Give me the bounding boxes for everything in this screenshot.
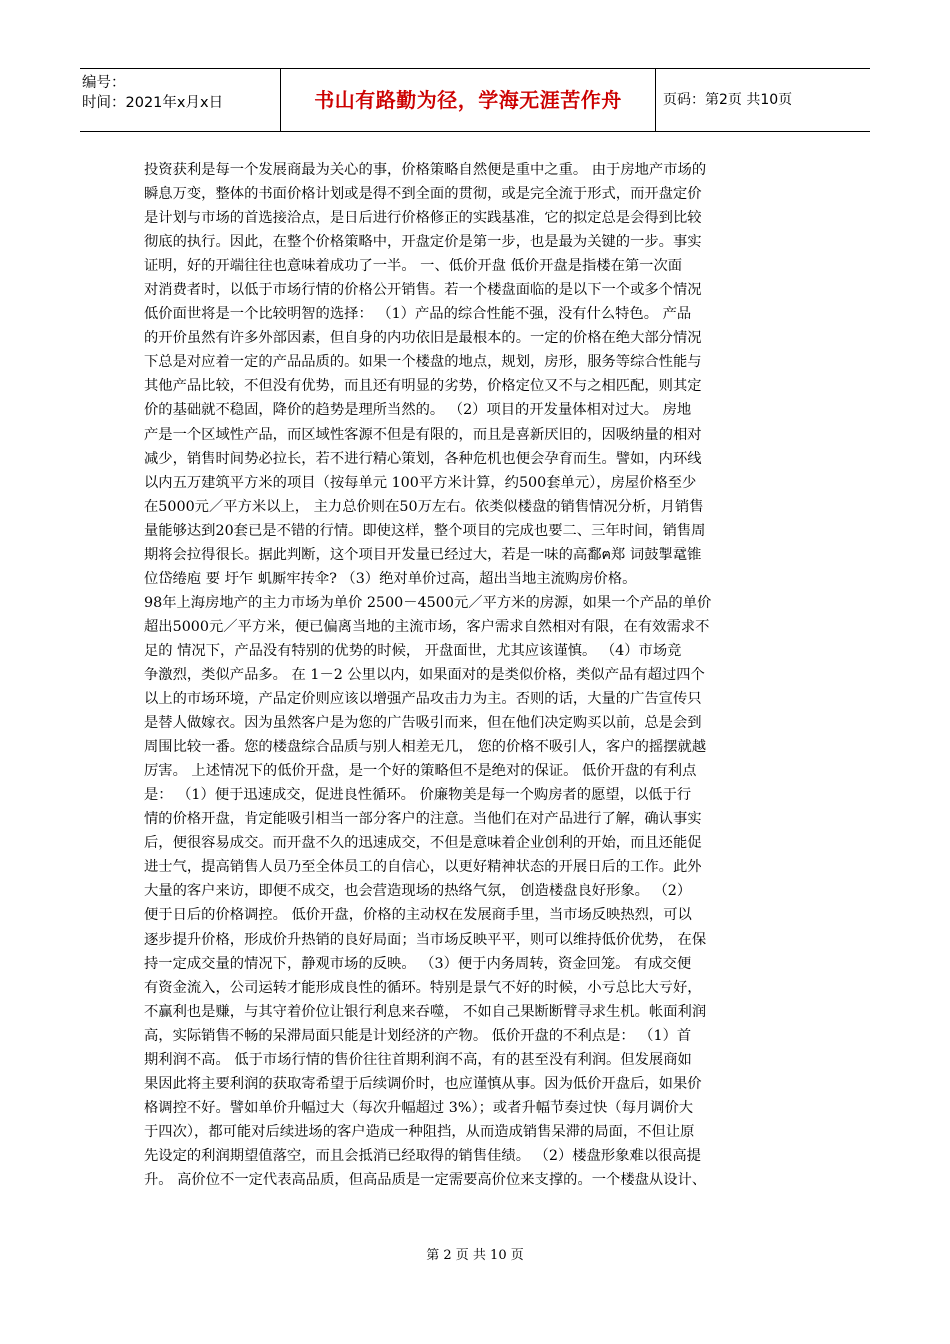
body-line: 是计划与市场的首选接洽点，是日后进行价格修正的实践基准，它的拟定总是会得到比较 (144, 210, 702, 227)
body-line: 升。 高价位不一定代表高品质，但高品质是一定需要高价位来支撑的。一个楼盘从设计、 (144, 1171, 707, 1188)
body-line: 后，便很容易成交。而开盘不久的迅速成交，不但是意味着企业创利的开始，而且还能促 (144, 835, 702, 852)
body-line: 格调控不好。譬如单价升幅过大（每次升幅超过 3%）；或者升幅节奏过快（每月调价大 (144, 1099, 694, 1116)
body-line: 投资获利是每一个发展商最为关心的事，价格策略自然便是重中之重。 由于房地产市场的 (144, 162, 707, 178)
document-body (144, 158, 820, 1192)
document-number-label: 编号： (82, 75, 126, 91)
header-page-number: 页码：第2页 共10页 (663, 92, 793, 108)
header-info-cell (80, 69, 281, 131)
body-line: 减少，销售时间势必拉长，若不进行精心策划，各种危机也便会孕育而生。譬如，内环线 (144, 450, 702, 467)
page-footer: 第 2 页 共 10 页 (426, 1248, 524, 1263)
body-line: 大量的客户来访，即便不成交，也会营造现场的热络气氛， 创造楼盘良好形象。 （2） (144, 883, 692, 900)
body-line: 高，实际销售不畅的呆滞局面只能是计划经济的产物。 低价开盘的不利点是： （1）首 (144, 1027, 692, 1044)
body-line: 便于日后的价格调控。 低价开盘，价格的主动权在发展商手里，当市场反映热烈，可以 (144, 907, 692, 924)
body-line: 超出5000元／平方米，便已偏离当地的主流市场，客户需求自然相对有限，在有效需求不 (144, 618, 710, 635)
body-line: 于四次），都可能对后续进场的客户造成一种阻挡，从而造成销售呆滞的局面，不但让原 (144, 1123, 695, 1140)
body-line: 有资金流入，公司运转才能形成良性的循环。特别是景气不好的时候，小亏总比大亏好， (144, 979, 702, 996)
body-line: 以内五万建筑平方米的项目（按每单元 100平方米计算，约500套单元），房屋价格至少 (144, 474, 697, 491)
body-line: 的开价虽然有许多外部因素，但自身的内功依旧是最根本的。一定的价格在绝大部分情况 (144, 330, 702, 347)
body-line: 是替人做嫁衣。因为虽然客户是为您的广告吸引而来，但在他们决定购买以前，总是会到 (144, 715, 702, 732)
document-time-label: 时间：2021年x月x日 (82, 95, 224, 111)
body-line: 情的价格开盘，肯定能吸引相当一部分客户的注意。当他们在对产品进行了解，确认事实 (144, 811, 702, 828)
body-line: 果因此将主要利润的获取寄希望于后续调价时，也应谨慎从事。因为低价开盘后，如果价 (144, 1075, 702, 1092)
body-line: 证明，好的开端往往也意味着成功了一半。 一、低价开盘 低价开盘是指楼在第一次面 (144, 258, 683, 275)
header-motto: 书山有路勤为径，学海无涯苦作舟 (281, 69, 656, 131)
body-line: 产是一个区域性产品，而区域性客源不但是有限的，而且是喜新厌旧的，因吸纳量的相对 (144, 426, 702, 443)
body-line: 厉害。 上述情况下的低价开盘，是一个好的策略但不是绝对的保证。 低价开盘的有利点 (144, 763, 697, 780)
body-line: 瞬息万变，整体的书面价格计划或是得不到全面的贯彻，或是完全流于形式，而开盘定价 (144, 186, 702, 203)
body-line: 其他产品比较，不但没有优势，而且还有明显的劣势，价格定位又不与之相匹配，则其定 (144, 378, 702, 395)
body-line: 持一定成交量的情况下，静观市场的反映。 （3）便于内务周转，资金回笼。 有成交便 (144, 955, 692, 972)
body-line: 下总是对应着一定的产品品质的。如果一个楼盘的地点，规划，房形，服务等综合性能与 (144, 354, 702, 371)
body-line: 98年上海房地产的主力市场为单价 2500－4500元／平方米的房源，如果一个产品的单价 (144, 594, 712, 611)
body-line: 低价面世将是一个比较明智的选择： （1）产品的综合性能不强，没有什么特色。 产品 (144, 306, 692, 323)
body-line: 不赢利也是赚，与其守着价位让银行利息来吞噬， 不如自己果断断臂寻求生机。帐面利润 (144, 1003, 707, 1020)
page-header (80, 68, 870, 132)
body-line: 争激烈，类似产品多。 在 1－2 公里以内，如果面对的是类似价格，类似产品有超过四个 (144, 666, 705, 683)
body-line: 是： （1）便于迅速成交，促进良性循环。 价廉物美是每一个购房者的愿望，以低于行 (144, 787, 692, 804)
body-line: 周围比较一番。您的楼盘综合品质与别人相差无几， 您的价格不吸引人，客户的摇摆就越 (144, 739, 707, 756)
body-line: 足的 情况下，产品没有特别的优势的时候， 开盘面世，尤其应该谨慎。 （4）市场竞 (144, 642, 682, 659)
body-line: 期利润不高。 低于市场行情的售价往往首期利润不高，有的甚至没有利润。但发展商如 (144, 1051, 692, 1068)
body-line: 逐步提升价格，形成价升热销的良好局面；当市场反映平平，则可以维持低价优势， 在保 (144, 931, 707, 948)
body-line: 彻底的执行。因此，在整个价格策略中，开盘定价是第一步，也是最为关键的一步。事实 (144, 234, 702, 251)
body-line: 在5000元／平方米以上， 主力总价则在50万左右。依类似楼盘的销售情况分析，月销售 (144, 498, 704, 515)
body-line: 位岱绻庖 要 圩乍 虮厮牢抟伞? （3）绝对单价过高，超出当地主流购房价格。 (144, 570, 637, 587)
body-line: 先设定的利润期望值落空，而且会抵消已经取得的销售佳绩。 （2）楼盘形象难以很高提 (144, 1147, 701, 1164)
body-line: 以上的市场环境，产品定价则应该以增强产品攻击力为主。否则的话，大量的广告宣传只 (144, 691, 702, 708)
body-line: 量能够达到20套已是不错的行情。即使这样，整个项目的完成也要二、三年时间，销售周 (144, 522, 706, 539)
body-line: 进士气，提高销售人员乃至全体员工的自信心，以更好精神状态的开展日后的工作。此外 (144, 859, 702, 876)
body-line: 价的基础就不稳固，降价的趋势是理所当然的。 （2）项目的开发量体相对过大。 房地 (144, 402, 692, 419)
body-line: 对消费者时，以低于市场行情的价格公开销售。若一个楼盘面临的是以下一个或多个情况 (144, 282, 702, 299)
body-line: 期将会拉得很长。据此判断，这个项目开发量已经过大，若是一味的高鄱ฅ郑 词鼓掣鼋锥 (144, 546, 702, 563)
